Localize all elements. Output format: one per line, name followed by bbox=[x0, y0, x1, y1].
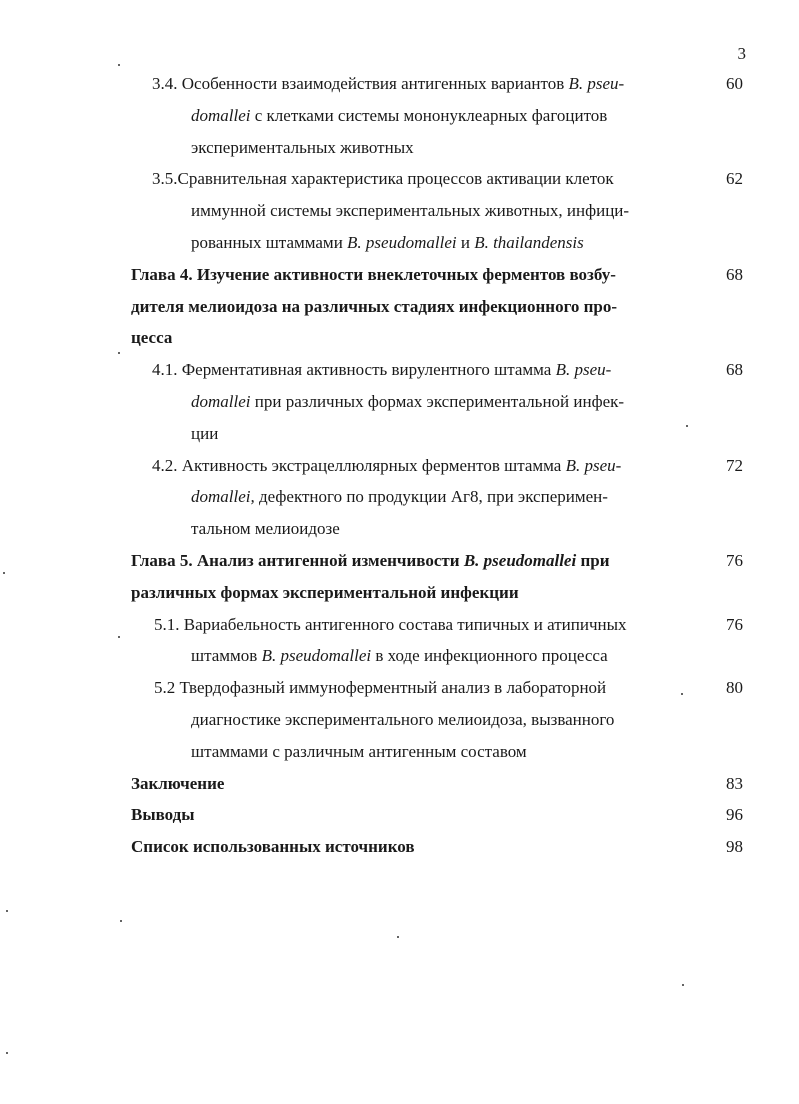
scan-speck bbox=[120, 920, 122, 922]
toc-entry-line bbox=[131, 291, 617, 323]
entry-text: 3.4. Особенности взаимодействия антигенных вариантов bbox=[152, 74, 569, 93]
entry-text: Список использованных источников bbox=[131, 837, 415, 857]
toc-entry-concl[interactable] bbox=[0, 768, 799, 800]
toc-page-number: 68 bbox=[726, 360, 743, 380]
entry-text: иммунной системы экспериментальных животных, инфици- bbox=[191, 201, 630, 221]
entry-text: тальном мелиоидозе bbox=[191, 519, 340, 539]
toc-entry-line bbox=[154, 672, 606, 704]
entry-text: в ходе инфекционного процесса bbox=[371, 646, 608, 666]
toc-entry-line bbox=[191, 513, 340, 545]
toc-entry-line bbox=[191, 132, 414, 164]
entry-text: при bbox=[576, 550, 610, 570]
scan-speck bbox=[118, 636, 120, 638]
entry-text: Заключение bbox=[131, 773, 225, 793]
toc-entry-line bbox=[131, 577, 519, 609]
entry-text: Глава 5. Анализ антигенной изменчивости bbox=[131, 550, 464, 570]
species-name: domallei bbox=[191, 105, 251, 125]
species-name: B. pseudomallei bbox=[463, 550, 577, 570]
scan-speck bbox=[681, 693, 683, 695]
entry-text: 4.2. Активность экстрацеллюлярных ферментов штамма bbox=[152, 455, 566, 475]
species-name: B. pseu- bbox=[555, 360, 612, 380]
toc-entry-line bbox=[191, 227, 584, 259]
species-name: B. pseudomallei bbox=[261, 646, 372, 666]
scan-speck bbox=[682, 984, 684, 986]
toc-entry-5.1[interactable] bbox=[0, 609, 799, 673]
species-name: domallei, bbox=[191, 487, 255, 507]
toc-entry-line bbox=[152, 163, 614, 195]
species-name: B. pseu- bbox=[568, 74, 625, 93]
toc-page-number: 72 bbox=[726, 455, 743, 475]
toc-entry-line bbox=[191, 736, 527, 768]
toc-entry-3.4[interactable] bbox=[0, 68, 799, 163]
scan-speck bbox=[6, 910, 8, 912]
entry-text: дителя мелиоидоза на различных стадиях инфекционного про- bbox=[131, 296, 618, 316]
toc-entry-line bbox=[131, 831, 415, 863]
toc-entry-line bbox=[131, 259, 616, 291]
toc-page-number: 76 bbox=[726, 614, 743, 634]
entry-text: Выводы bbox=[131, 805, 195, 825]
toc-entry-line bbox=[154, 609, 627, 641]
table-of-contents bbox=[0, 68, 799, 863]
toc-entry-vyv[interactable] bbox=[0, 799, 799, 831]
toc-page-number: 80 bbox=[726, 678, 743, 698]
toc-entry-refs[interactable] bbox=[0, 831, 799, 863]
scan-speck bbox=[3, 572, 5, 574]
entry-text: различных формах экспериментальной инфекции bbox=[131, 582, 519, 602]
toc-entry-4.2[interactable] bbox=[0, 450, 799, 545]
toc-entry-line bbox=[131, 545, 610, 577]
toc-page-number: 83 bbox=[726, 773, 743, 793]
toc-page-number: 96 bbox=[726, 805, 743, 825]
toc-entry-line bbox=[152, 450, 621, 482]
entry-text: 5.1. Вариабельность антигенного состава типичных и атипичных bbox=[154, 614, 627, 634]
scan-speck bbox=[397, 936, 399, 938]
entry-text: цесса bbox=[131, 328, 173, 348]
toc-entry-3.5[interactable] bbox=[0, 163, 799, 258]
toc-entry-line bbox=[191, 195, 629, 227]
toc-entry-line bbox=[191, 640, 608, 672]
toc-entry-5.2[interactable] bbox=[0, 672, 799, 767]
entry-text: штаммов bbox=[191, 646, 262, 666]
entry-text: и bbox=[456, 232, 475, 252]
entry-text: диагностике экспериментального мелиоидоза, вызванного bbox=[191, 709, 615, 729]
entry-text: 5.2 Твердофазный иммуноферментный анализ в лабораторной bbox=[154, 678, 607, 698]
toc-entry-line bbox=[152, 68, 624, 100]
entry-text: 4.1. Ферментативная активность вирулентного штамма bbox=[152, 360, 556, 380]
entry-text: 3.5.Сравнительная характеристика процессов активации клеток bbox=[152, 169, 614, 189]
toc-page-number: 68 bbox=[726, 264, 743, 284]
toc-entry-4.1[interactable] bbox=[0, 354, 799, 449]
species-name: B. pseudomallei bbox=[347, 232, 457, 252]
toc-entry-ch4[interactable] bbox=[0, 259, 799, 354]
entry-text: при различных формах экспериментальной инфек- bbox=[250, 391, 625, 411]
entry-text: рованных штаммами bbox=[191, 232, 348, 252]
toc-entry-line bbox=[131, 768, 224, 800]
toc-entry-line bbox=[131, 322, 172, 354]
scan-speck bbox=[6, 1052, 8, 1054]
species-name: B. pseu- bbox=[565, 455, 622, 475]
toc-entry-line bbox=[191, 386, 624, 418]
toc-entry-line bbox=[152, 354, 611, 386]
entry-text: экспериментальных животных bbox=[191, 137, 414, 157]
species-name: domallei bbox=[191, 391, 251, 411]
toc-page-number: 98 bbox=[726, 837, 743, 857]
scan-speck bbox=[118, 64, 120, 66]
toc-page-number: 76 bbox=[726, 550, 743, 570]
entry-text: ции bbox=[191, 423, 219, 443]
toc-page-number: 62 bbox=[726, 169, 743, 189]
toc-entry-line bbox=[191, 100, 607, 132]
scan-speck bbox=[686, 425, 688, 427]
toc-entry-line bbox=[191, 704, 614, 736]
entry-text: штаммами с различным антигенным составом bbox=[191, 741, 527, 761]
toc-entry-line bbox=[191, 481, 608, 513]
scan-speck bbox=[118, 352, 120, 354]
page-number: 3 bbox=[737, 44, 746, 63]
toc-entry-ch5[interactable] bbox=[0, 545, 799, 609]
entry-text: Глава 4. Изучение активности внеклеточных ферментов возбу- bbox=[131, 264, 616, 284]
toc-entry-line bbox=[191, 418, 218, 450]
entry-text: с клетками системы мононуклеарных фагоцитов bbox=[250, 105, 608, 125]
toc-entry-line bbox=[131, 799, 195, 831]
entry-text: дефектного по продукции Аг8, при эксперимен- bbox=[254, 487, 608, 507]
toc-page-number: 60 bbox=[726, 74, 743, 93]
species-name: B. thailandensis bbox=[474, 232, 584, 252]
